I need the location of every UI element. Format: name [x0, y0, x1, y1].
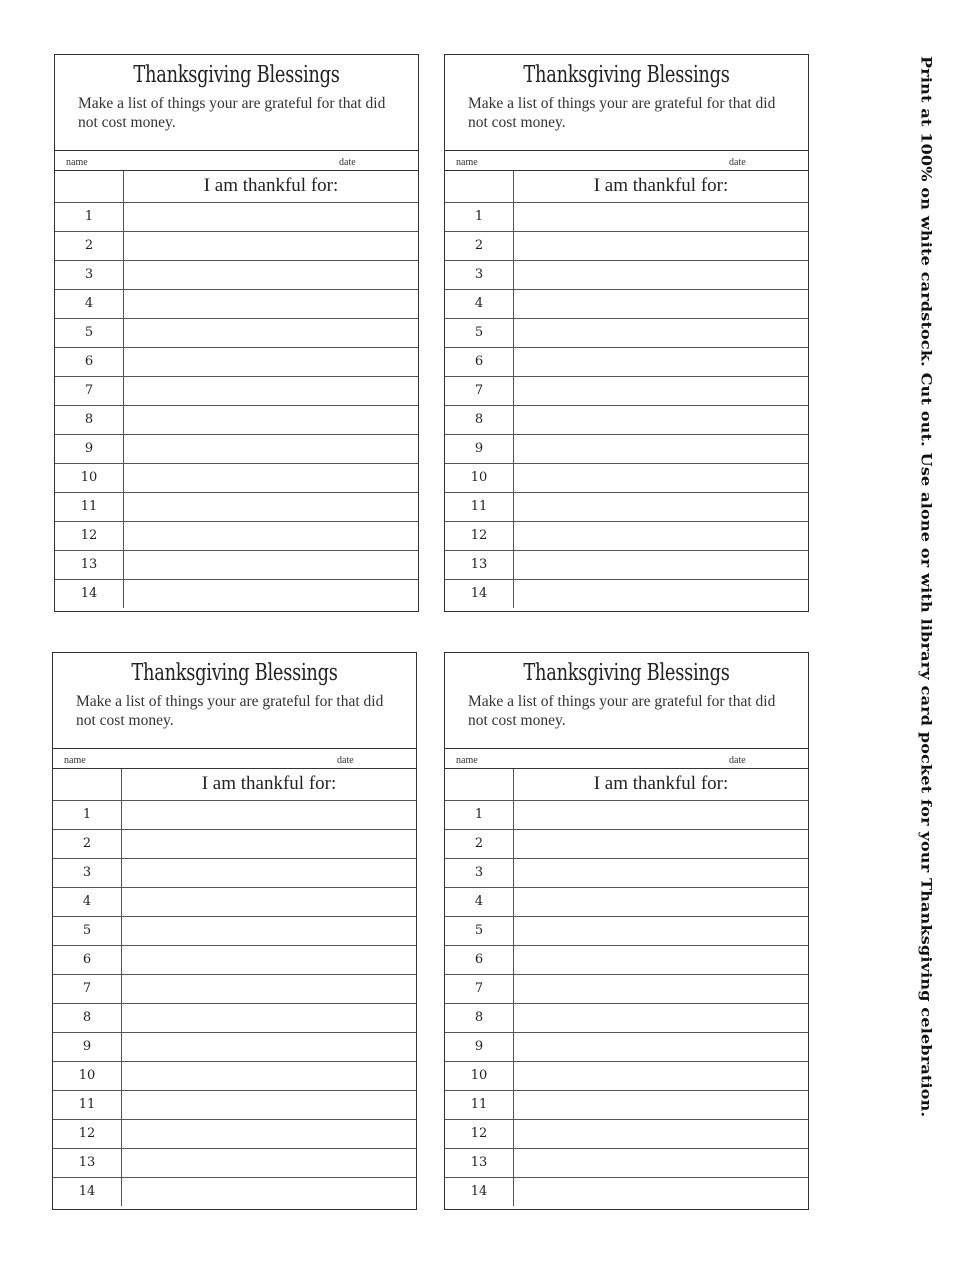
row-number: 9 [53, 1032, 122, 1061]
thankful-entry-line[interactable] [514, 916, 809, 945]
blessings-card [444, 54, 809, 612]
thankful-entry-line[interactable] [122, 800, 417, 829]
row-number: 5 [55, 318, 124, 347]
thankful-entry-line[interactable] [124, 521, 419, 550]
thankful-entry-line[interactable] [122, 1032, 417, 1061]
card-header [53, 653, 416, 749]
thankful-entry-line[interactable] [124, 376, 419, 405]
row-number: 7 [55, 376, 124, 405]
thankful-table [445, 769, 808, 1206]
list-row [445, 1090, 808, 1119]
list-row [445, 800, 808, 829]
row-number: 14 [53, 1177, 122, 1206]
list-row [445, 260, 808, 289]
list-row [445, 1003, 808, 1032]
list-row [445, 1148, 808, 1177]
row-number: 2 [55, 231, 124, 260]
name-date-row[interactable] [55, 151, 418, 171]
list-row [55, 579, 418, 608]
row-number: 1 [445, 202, 514, 231]
name-label: name [66, 157, 88, 168]
thankful-entry-line[interactable] [514, 829, 809, 858]
list-row [53, 1148, 416, 1177]
list-row [445, 405, 808, 434]
blessings-card [54, 54, 419, 612]
date-label: date [339, 157, 356, 168]
thankful-entry-line[interactable] [122, 945, 417, 974]
list-row [53, 829, 416, 858]
date-label: date [729, 157, 746, 168]
thankful-entry-line[interactable] [514, 858, 809, 887]
thankful-entry-line[interactable] [124, 492, 419, 521]
card-header [445, 55, 808, 151]
row-number: 11 [53, 1090, 122, 1119]
row-number: 13 [445, 550, 514, 579]
list-row [53, 1119, 416, 1148]
row-number: 9 [445, 434, 514, 463]
thankful-entry-line[interactable] [514, 434, 809, 463]
card-header [55, 55, 418, 151]
thankful-entry-line[interactable] [122, 858, 417, 887]
card-title: Thanksgiving Blessings [523, 62, 730, 88]
thankful-entry-line[interactable] [514, 800, 809, 829]
thankful-entry-line[interactable] [514, 405, 809, 434]
thankful-entry-line[interactable] [122, 916, 417, 945]
row-number: 2 [445, 231, 514, 260]
name-label: name [64, 755, 86, 766]
list-row [445, 916, 808, 945]
thankful-entry-line[interactable] [124, 434, 419, 463]
list-row [53, 800, 416, 829]
thankful-column-header: I am thankful for: [122, 769, 417, 800]
row-number: 1 [53, 800, 122, 829]
thankful-entry-line[interactable] [514, 492, 809, 521]
thankful-column-header: I am thankful for: [124, 171, 419, 202]
thankful-entry-line[interactable] [124, 405, 419, 434]
thankful-entry-line[interactable] [122, 1090, 417, 1119]
row-number: 10 [445, 463, 514, 492]
name-date-row[interactable] [445, 151, 808, 171]
list-row [55, 260, 418, 289]
thankful-entry-line[interactable] [514, 521, 809, 550]
list-row [55, 550, 418, 579]
list-row [55, 376, 418, 405]
list-row [445, 202, 808, 231]
thankful-entry-line[interactable] [124, 463, 419, 492]
card-description: Make a list of things your are grateful for that did not cost money. [468, 693, 776, 729]
list-row [445, 289, 808, 318]
thankful-table [445, 171, 808, 608]
name-label: name [456, 755, 478, 766]
thankful-entry-line[interactable] [514, 945, 809, 974]
card-description: Make a list of things your are grateful for that did not cost money. [78, 95, 386, 131]
list-row [445, 347, 808, 376]
list-row [445, 1177, 808, 1206]
list-row [53, 1090, 416, 1119]
list-row [445, 1061, 808, 1090]
thankful-entry-line[interactable] [514, 260, 809, 289]
row-number: 12 [445, 521, 514, 550]
thankful-column-header: I am thankful for: [514, 171, 809, 202]
number-column-header [445, 769, 514, 800]
blessings-card [52, 652, 417, 1210]
row-number: 13 [445, 1148, 514, 1177]
row-number: 8 [55, 405, 124, 434]
card-title: Thanksgiving Blessings [131, 660, 338, 686]
row-number: 3 [53, 858, 122, 887]
thankful-entry-line[interactable] [124, 231, 419, 260]
list-row [445, 492, 808, 521]
print-instructions: Print at 100% on white cardstock. Cut out. Use alone or with library card pocket for your Thanksgiving celebration. [918, 56, 935, 1118]
card-description: Make a list of things your are grateful for that did not cost money. [468, 95, 776, 131]
card-title: Thanksgiving Blessings [523, 660, 730, 686]
row-number: 6 [445, 945, 514, 974]
thankful-entry-line[interactable] [124, 550, 419, 579]
row-number: 4 [445, 887, 514, 916]
row-number: 8 [445, 405, 514, 434]
thankful-entry-line[interactable] [124, 289, 419, 318]
list-row [445, 434, 808, 463]
list-row [445, 858, 808, 887]
list-row [53, 1061, 416, 1090]
row-number: 7 [445, 376, 514, 405]
list-row [55, 347, 418, 376]
row-number: 3 [445, 260, 514, 289]
list-row [53, 945, 416, 974]
row-number: 12 [445, 1119, 514, 1148]
thankful-entry-line[interactable] [514, 1119, 809, 1148]
row-number: 4 [55, 289, 124, 318]
thankful-entry-line[interactable] [514, 202, 809, 231]
row-number: 1 [445, 800, 514, 829]
list-row [445, 231, 808, 260]
row-number: 11 [445, 492, 514, 521]
thankful-entry-line[interactable] [514, 463, 809, 492]
list-row [53, 916, 416, 945]
list-row [445, 376, 808, 405]
card-header [445, 653, 808, 749]
row-number: 2 [445, 829, 514, 858]
list-row [55, 202, 418, 231]
thankful-entry-line[interactable] [514, 289, 809, 318]
list-row [55, 289, 418, 318]
thankful-entry-line[interactable] [514, 1148, 809, 1177]
row-number: 10 [53, 1061, 122, 1090]
thankful-table [53, 769, 416, 1206]
row-number: 10 [445, 1061, 514, 1090]
row-number: 7 [53, 974, 122, 1003]
list-row [55, 318, 418, 347]
row-number: 1 [55, 202, 124, 231]
thankful-entry-line[interactable] [514, 347, 809, 376]
row-number: 8 [445, 1003, 514, 1032]
row-number: 12 [53, 1119, 122, 1148]
row-number: 13 [55, 550, 124, 579]
row-number: 11 [445, 1090, 514, 1119]
list-row [53, 1177, 416, 1206]
row-number: 10 [55, 463, 124, 492]
thankful-entry-line[interactable] [514, 231, 809, 260]
thankful-entry-line[interactable] [514, 1177, 809, 1206]
list-row [445, 463, 808, 492]
row-number: 4 [445, 289, 514, 318]
row-number: 5 [445, 916, 514, 945]
list-row [445, 579, 808, 608]
list-row [445, 318, 808, 347]
thankful-entry-line[interactable] [514, 579, 809, 608]
thankful-entry-line[interactable] [514, 1003, 809, 1032]
name-date-row[interactable] [53, 749, 416, 769]
list-row [53, 858, 416, 887]
row-number: 13 [53, 1148, 122, 1177]
thankful-entry-line[interactable] [122, 829, 417, 858]
list-row [445, 829, 808, 858]
list-row [445, 945, 808, 974]
thankful-entry-line[interactable] [514, 974, 809, 1003]
thankful-entry-line[interactable] [514, 318, 809, 347]
list-row [445, 521, 808, 550]
list-row [53, 1003, 416, 1032]
thankful-entry-line[interactable] [122, 1148, 417, 1177]
thankful-entry-line[interactable] [124, 318, 419, 347]
thankful-entry-line[interactable] [122, 1061, 417, 1090]
row-number: 9 [445, 1032, 514, 1061]
thankful-entry-line[interactable] [122, 1003, 417, 1032]
list-row [445, 1119, 808, 1148]
list-row [445, 887, 808, 916]
row-number: 14 [55, 579, 124, 608]
card-title: Thanksgiving Blessings [133, 62, 340, 88]
list-row [55, 405, 418, 434]
row-number: 12 [55, 521, 124, 550]
list-row [445, 550, 808, 579]
thankful-entry-line[interactable] [514, 550, 809, 579]
thankful-entry-line[interactable] [122, 887, 417, 916]
list-row [53, 887, 416, 916]
thankful-entry-line[interactable] [122, 974, 417, 1003]
thankful-table [55, 171, 418, 608]
number-column-header [55, 171, 124, 202]
name-label: name [456, 157, 478, 168]
blessings-card [444, 652, 809, 1210]
number-column-header [445, 171, 514, 202]
list-row [55, 463, 418, 492]
row-number: 9 [55, 434, 124, 463]
date-label: date [729, 755, 746, 766]
row-number: 2 [53, 829, 122, 858]
card-description: Make a list of things your are grateful for that did not cost money. [76, 693, 384, 729]
thankful-entry-line[interactable] [122, 1119, 417, 1148]
row-number: 5 [53, 916, 122, 945]
row-number: 8 [53, 1003, 122, 1032]
date-label: date [337, 755, 354, 766]
row-number: 3 [55, 260, 124, 289]
list-row [445, 974, 808, 1003]
thankful-entry-line[interactable] [124, 202, 419, 231]
number-column-header [53, 769, 122, 800]
thankful-entry-line[interactable] [514, 1032, 809, 1061]
row-number: 6 [445, 347, 514, 376]
row-number: 3 [445, 858, 514, 887]
list-row [55, 492, 418, 521]
thankful-column-header: I am thankful for: [514, 769, 809, 800]
row-number: 4 [53, 887, 122, 916]
row-number: 5 [445, 318, 514, 347]
row-number: 6 [55, 347, 124, 376]
list-row [55, 521, 418, 550]
thankful-entry-line[interactable] [124, 347, 419, 376]
name-date-row[interactable] [445, 749, 808, 769]
row-number: 14 [445, 579, 514, 608]
thankful-entry-line[interactable] [514, 1090, 809, 1119]
thankful-entry-line[interactable] [514, 887, 809, 916]
row-number: 7 [445, 974, 514, 1003]
thankful-entry-line[interactable] [122, 1177, 417, 1206]
list-row [55, 231, 418, 260]
thankful-entry-line[interactable] [124, 260, 419, 289]
list-row [53, 974, 416, 1003]
row-number: 14 [445, 1177, 514, 1206]
list-row [445, 1032, 808, 1061]
list-row [53, 1032, 416, 1061]
thankful-entry-line[interactable] [514, 376, 809, 405]
thankful-entry-line[interactable] [514, 1061, 809, 1090]
thankful-entry-line[interactable] [124, 579, 419, 608]
list-row [55, 434, 418, 463]
row-number: 6 [53, 945, 122, 974]
row-number: 11 [55, 492, 124, 521]
